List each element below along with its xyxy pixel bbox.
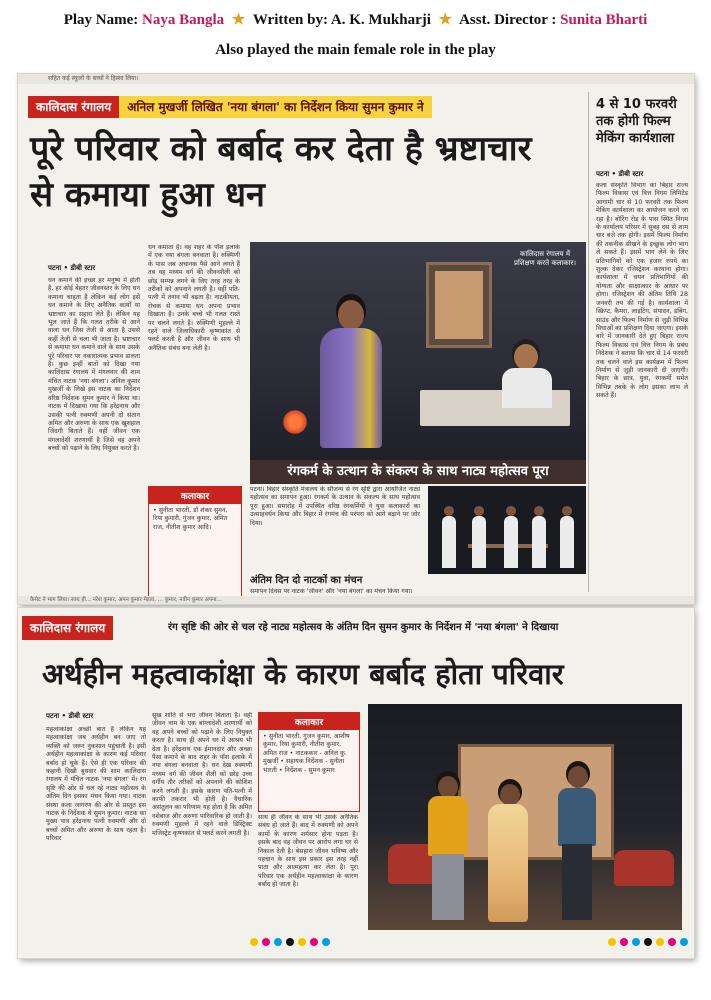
- play-credits-line: [0, 10, 711, 29]
- article-column-1: महत्वाकांक्षा अच्छी बात है लेकिन यह महत्वाकांक्षा जब अर्थहीन बन जाए तो व्यक्ति को जरूर नुकसान पहुंचाती है। इसी अर्थहीन महत्वाकांक्षा के कारण कई परिवार बर्बाद हो चुके हैं। ऐसे ही एक परिवार की कहानी दिखी बुधवार की शाम कालिदास रंगालय में मंचित नाटक 'नया बंगला' में। रंग सृष्टि की ओर से चल रहे नाट्य महोत्सव के अंतिम दिन इसका मंचन किया गया। नाटक संस्था कला जागरण की ओर से प्रस्तुत इस नाटक के निर्देशक थे सुमन कुमार। नाटक का मुख्य पात्र हरेंद्रनाथ पत्नी रुक्मणी और दो बच्चों अमित और अरुणा के साथ रहता है। परिवार: [46, 726, 146, 843]
- registration-dot: [632, 938, 640, 946]
- cast-title: कलाकार: [149, 487, 241, 504]
- registration-dot: [298, 938, 306, 946]
- cast-box: [148, 486, 242, 598]
- article-column-1: धन कमाने की इच्छा हर मनुष्य में होती है, हर कोई बेहतर जीवनस्तर के लिए धन कमाना चाहता है लेकिन कई लोग इसे धन कमाने के लिए अनैतिक कार्यों या भ्रष्टाचार का सहारा लेते हैं। लेकिन यह भूल जाते हैं कि गलत तरीके से आने वाला धन जिस तेजी से आता है उससे कहीं तेजी से चला भी जाता है। भ्रष्टाचार से कमाया धन कमाने वाले के साथ उसके पूरे परिवार पर नकारात्मक प्रभाव डालता है। कुछ इन्हीं बातों को दिखा गया कालिदास रंगालय में मंगलवार की शाम मंचित नाटक 'नया बंगला'। अनिल कुमार मुखर्जी के लिखे इस नाटक का निर्देशन वरिष्ठ निर्देशक सुमन कुमार ने किया था। नाटक में दिखाया गया कि हरेंद्रनाथ और उसकी पत्नी रुक्मणी अपनी दो संतान अमित और अरुणा के साथ एक खुशहाल जिंदगी बिताते हैं। वहीं जीवन एक मंगलादेशी शरणार्थी है जिसे वह अपने बच्चों को पढ़ाने के लिए नियुक्त करते हैं।: [48, 277, 140, 453]
- kicker-text: रंग सृष्टि की ओर से चल रहे नाट्य महोत्सव के अंतिम दिन सुमन कुमार के निर्देशन में 'नया बंगला' ने दिखाया: [168, 622, 559, 633]
- registration-dot: [262, 938, 270, 946]
- side-article-text: कला संस्कृति विभाग का बिहार राज्य फिल्म विकास एवं वित्त निगम लिमिटेड आगामी चार से 10 फरवरी तक फिल्म मेकिंग कार्यशाला का आयोजन करने जा रहा है। बोरिंग रोड के पास स्थित निगम के कार्यालय परिसर में सुबह दस से शाम चार बजे तक होगी। इसमें फिल्म निर्माण की तकनीक सीखने के इच्छुक लोग भाग ले सकते हैं। इसमें भाग लेने के लिए प्रतिभागियों को एक हजार रुपये का शुल्क देकर रजिस्ट्रेशन करवाना होगा। कार्यशाला में चयन प्रतिभागियों की योग्यता और साक्षात्कार के आधार पर होगा। रजिस्ट्रेशन की अंतिम तिथि 28 जनवरी तय की गई है। कार्यशाला में स्क्रिप्ट, कैमरा, लाइटिंग, संपादन, डबिंग, साउंड और फिल्म निर्माण से जुड़ी विभिन्न विधाओं का प्रशिक्षण दिया जाएगा। इसके बारे में जानकारी देते हुए बिहार राज्य फिल्म विकास एवं वित्त निगम के प्रबंध निदेशक ने बताया कि चार से 14 फरवरी तक चलने वाले इस कार्यक्रम में फिल्म निर्माण से जुड़ी जानकारी दी जाएगी। बिहार के छात्र, युवा, रंगकर्मी समेत विभिन्न तबके के लोग इसका लाभ ले सकते हैं।: [596, 182, 688, 400]
- actor-figure: [424, 776, 472, 922]
- star-icon: ★: [438, 12, 453, 28]
- asst-director-label: Asst. Director :: [459, 12, 557, 28]
- section-label: कालिदास रंगालय: [22, 616, 113, 640]
- festival-report-text: पटना। बिहार संस्कृति मंत्रालय के सौजन्य से रंग सृष्टि द्वारा आयोजित नाट्य महोत्सव का समापन हुआ। रंगकर्म के उत्थान के संकल्प के साथ महोत्सव पूरा हुआ। समारोह में उपस्थित वरिष्ठ रंगकर्मियों ने युवा कलाकारों का उत्साहवर्धन किया और बिहार में रंगमंच की परंपरा को आगे बढ़ाने पर जोर दिया।: [250, 486, 420, 527]
- role-note: Also played the main female role in the play: [215, 42, 496, 58]
- sub-headline: अंतिम दिन दो नाटकों का मंचन: [250, 574, 586, 588]
- column-divider: [588, 92, 589, 592]
- stage-photo-1: [250, 242, 586, 460]
- byline: पटना • डीबी स्टार: [48, 264, 96, 272]
- actor-figure: [500, 344, 556, 404]
- byline: पटना • डीबी स्टार: [46, 712, 94, 720]
- play-name-label: Play Name:: [63, 12, 139, 28]
- registration-dot: [286, 938, 294, 946]
- headline: अर्थहीन महत्वाकांक्षा के कारण बर्बाद होता परिवार: [42, 657, 564, 691]
- print-registration-marks: [250, 938, 330, 948]
- registration-dot: [668, 938, 676, 946]
- actor-figure: [554, 766, 600, 922]
- actress-figure: [486, 784, 530, 924]
- newspaper-clipping-2: [18, 608, 694, 958]
- registration-dot: [656, 938, 664, 946]
- play-name: Naya Bangla: [142, 12, 225, 28]
- clipping-top-strip: सहित कई स्कूलों के बच्चों ने हिस्सा लिया।: [18, 74, 694, 84]
- kicker-text: अनिल मुखर्जी लिखित 'नया बंगला' का निर्देशन किया सुमन कुमार ने: [119, 96, 431, 118]
- registration-dot: [620, 938, 628, 946]
- cast-list: • सुनीता भारती, गुंजन कुमार, आशीष कुमार, रिया कुमारी, नीतीश कुमार, अमित राज • नाटककार - अनिल कु. मुखर्जी • सहायक निर्देशक - सुनीता भारती • निर्देशक - सुमन कुमार: [263, 733, 350, 774]
- cast-title: कलाकार: [259, 713, 359, 730]
- article-column-3: साथ ही जीवन के साथ भी उसके अनैतिक संबंध हो जाते हैं। बाद में रुक्मणी को अपने कामों के कारण शर्मसार होना पड़ता है। इसके बाद वह जीवन पर आरोप लगा घर से निकाल देती है। बेसहारा जीवन भविष्य और पहचान के साथ इस प्रकार इस तरह नहीं पाता और आत्महत्या कर लेता है। पूरा परिवार एक अर्थहीन महत्वाकांक्षा के कारण बर्बाद हो जाता है।: [258, 814, 358, 889]
- written-by-label: Written by:: [252, 12, 328, 28]
- cast-box: [258, 712, 360, 812]
- photo-overlay-caption: कालिदास रंगालय में प्रशिक्षण करते कलाकार।: [514, 250, 576, 267]
- section-label: कालिदास रंगालय: [28, 96, 119, 118]
- cast-list: • सुनीता भारती, डॉ शंकर सुमन, रिया कुमारी, गुंजन कुमार, अमित राज, नीतीश कुमार आदि।: [153, 507, 228, 531]
- actress-figure: [310, 300, 390, 450]
- registration-dot: [250, 938, 258, 946]
- sub-article-text: समापन दिवस पर नाटक 'जीवन' और 'नया बंगला' का मंचन किया गया।: [250, 588, 413, 595]
- side-headline: 4 से 10 फरवरी तक होगी फिल्म मेकिंग कार्यशाला: [596, 97, 677, 146]
- stage-photo-2: [428, 486, 586, 574]
- kicker-bar: [28, 96, 432, 118]
- registration-dot: [322, 938, 330, 946]
- photo-caption-banner: रंगकर्म के उत्थान के संकल्प के साथ नाट्य महोत्सव पूरा: [250, 460, 586, 484]
- registration-dot: [310, 938, 318, 946]
- stage-photo-3: [368, 704, 682, 930]
- asst-director: Sunita Bharti: [560, 12, 648, 28]
- registration-dot: [680, 938, 688, 946]
- registration-dot: [644, 938, 652, 946]
- star-icon: ★: [231, 12, 246, 28]
- article-column-2: सुख शांति से भरा जीवन बिताता है। वहीं जीवन नाम के एक बांग्लादेशी शरणार्थी को वह अपने बच्चों को पढ़ाने के लिए नियुक्त करता है। साथ ही अपने घर में आश्रय भी देता है। हरेंद्रनाथ एक ईमानदार और अच्छा पैसा कमाने के बाद शहर के पॉश इलाके में नया बंगला बनवाता है। धन देख रुक्मणी मध्यम वर्ग की जीवन शैली को छोड़ उच्च वर्गीय तौर तरीकों को अपनाने की कोशिश करने लगती है। इसके कारण पति-पत्नी में काफी तकरार भी होती है। वैचारिक असंतुलन का परिणाम यह होता है कि अमित नशेबाज और अरुणा पारिवारिक हो जाती है। रुक्मणी मुहल्ले में रहने वाले डिस्ट्रिक्ट मजिस्ट्रेट कृष्णकांत से फ्लर्ट करने लगती है।: [152, 712, 252, 837]
- headline: पूरे परिवार को बर्बाद कर देता है भ्रष्टाचार से कमाया हुआ धन: [30, 129, 532, 215]
- registration-dot: [608, 938, 616, 946]
- side-byline: पटना • डीबी स्टार: [596, 170, 644, 178]
- print-registration-marks: [608, 938, 688, 948]
- newspaper-clipping-1: [18, 74, 694, 604]
- registration-dot: [274, 938, 282, 946]
- article-column-2: धन कमाता है। वह शहर के पॉश इलाके में एक नया बंगला बनवाता है। रुक्मिणी के पास जब अचानक पैसे आने लगते हैं तब वह मध्यम वर्ग की जीवनशैली को छोड़ सम्पन्न लगने के लिए तरह तरह के तरीकों को अपनाने लगती है। वहीं पति-पत्नी में तनाव भी बढ़ता है। नाटकीयता, रोचक से कमाया धन अपना प्रभाव दिखाता है। उनके बच्चे भी गलत रास्ते पर चलने लगते हैं। रुक्मिणी मुहल्ले में रहने वाले जिलाधिकारी कृष्णकांत से फ्लर्ट करती है और जीवन के साथ भी अनैतिक संबंध बना लेती है।: [148, 244, 240, 352]
- clipping-footer-strip: कैसेट ने भाग लिया। साथ ही... नरेश कुमार, अमन कुमार मेहता, ... कुमार, नवीन कुमार अपना...: [18, 596, 694, 604]
- written-by: A. K. Mukharji: [330, 12, 431, 28]
